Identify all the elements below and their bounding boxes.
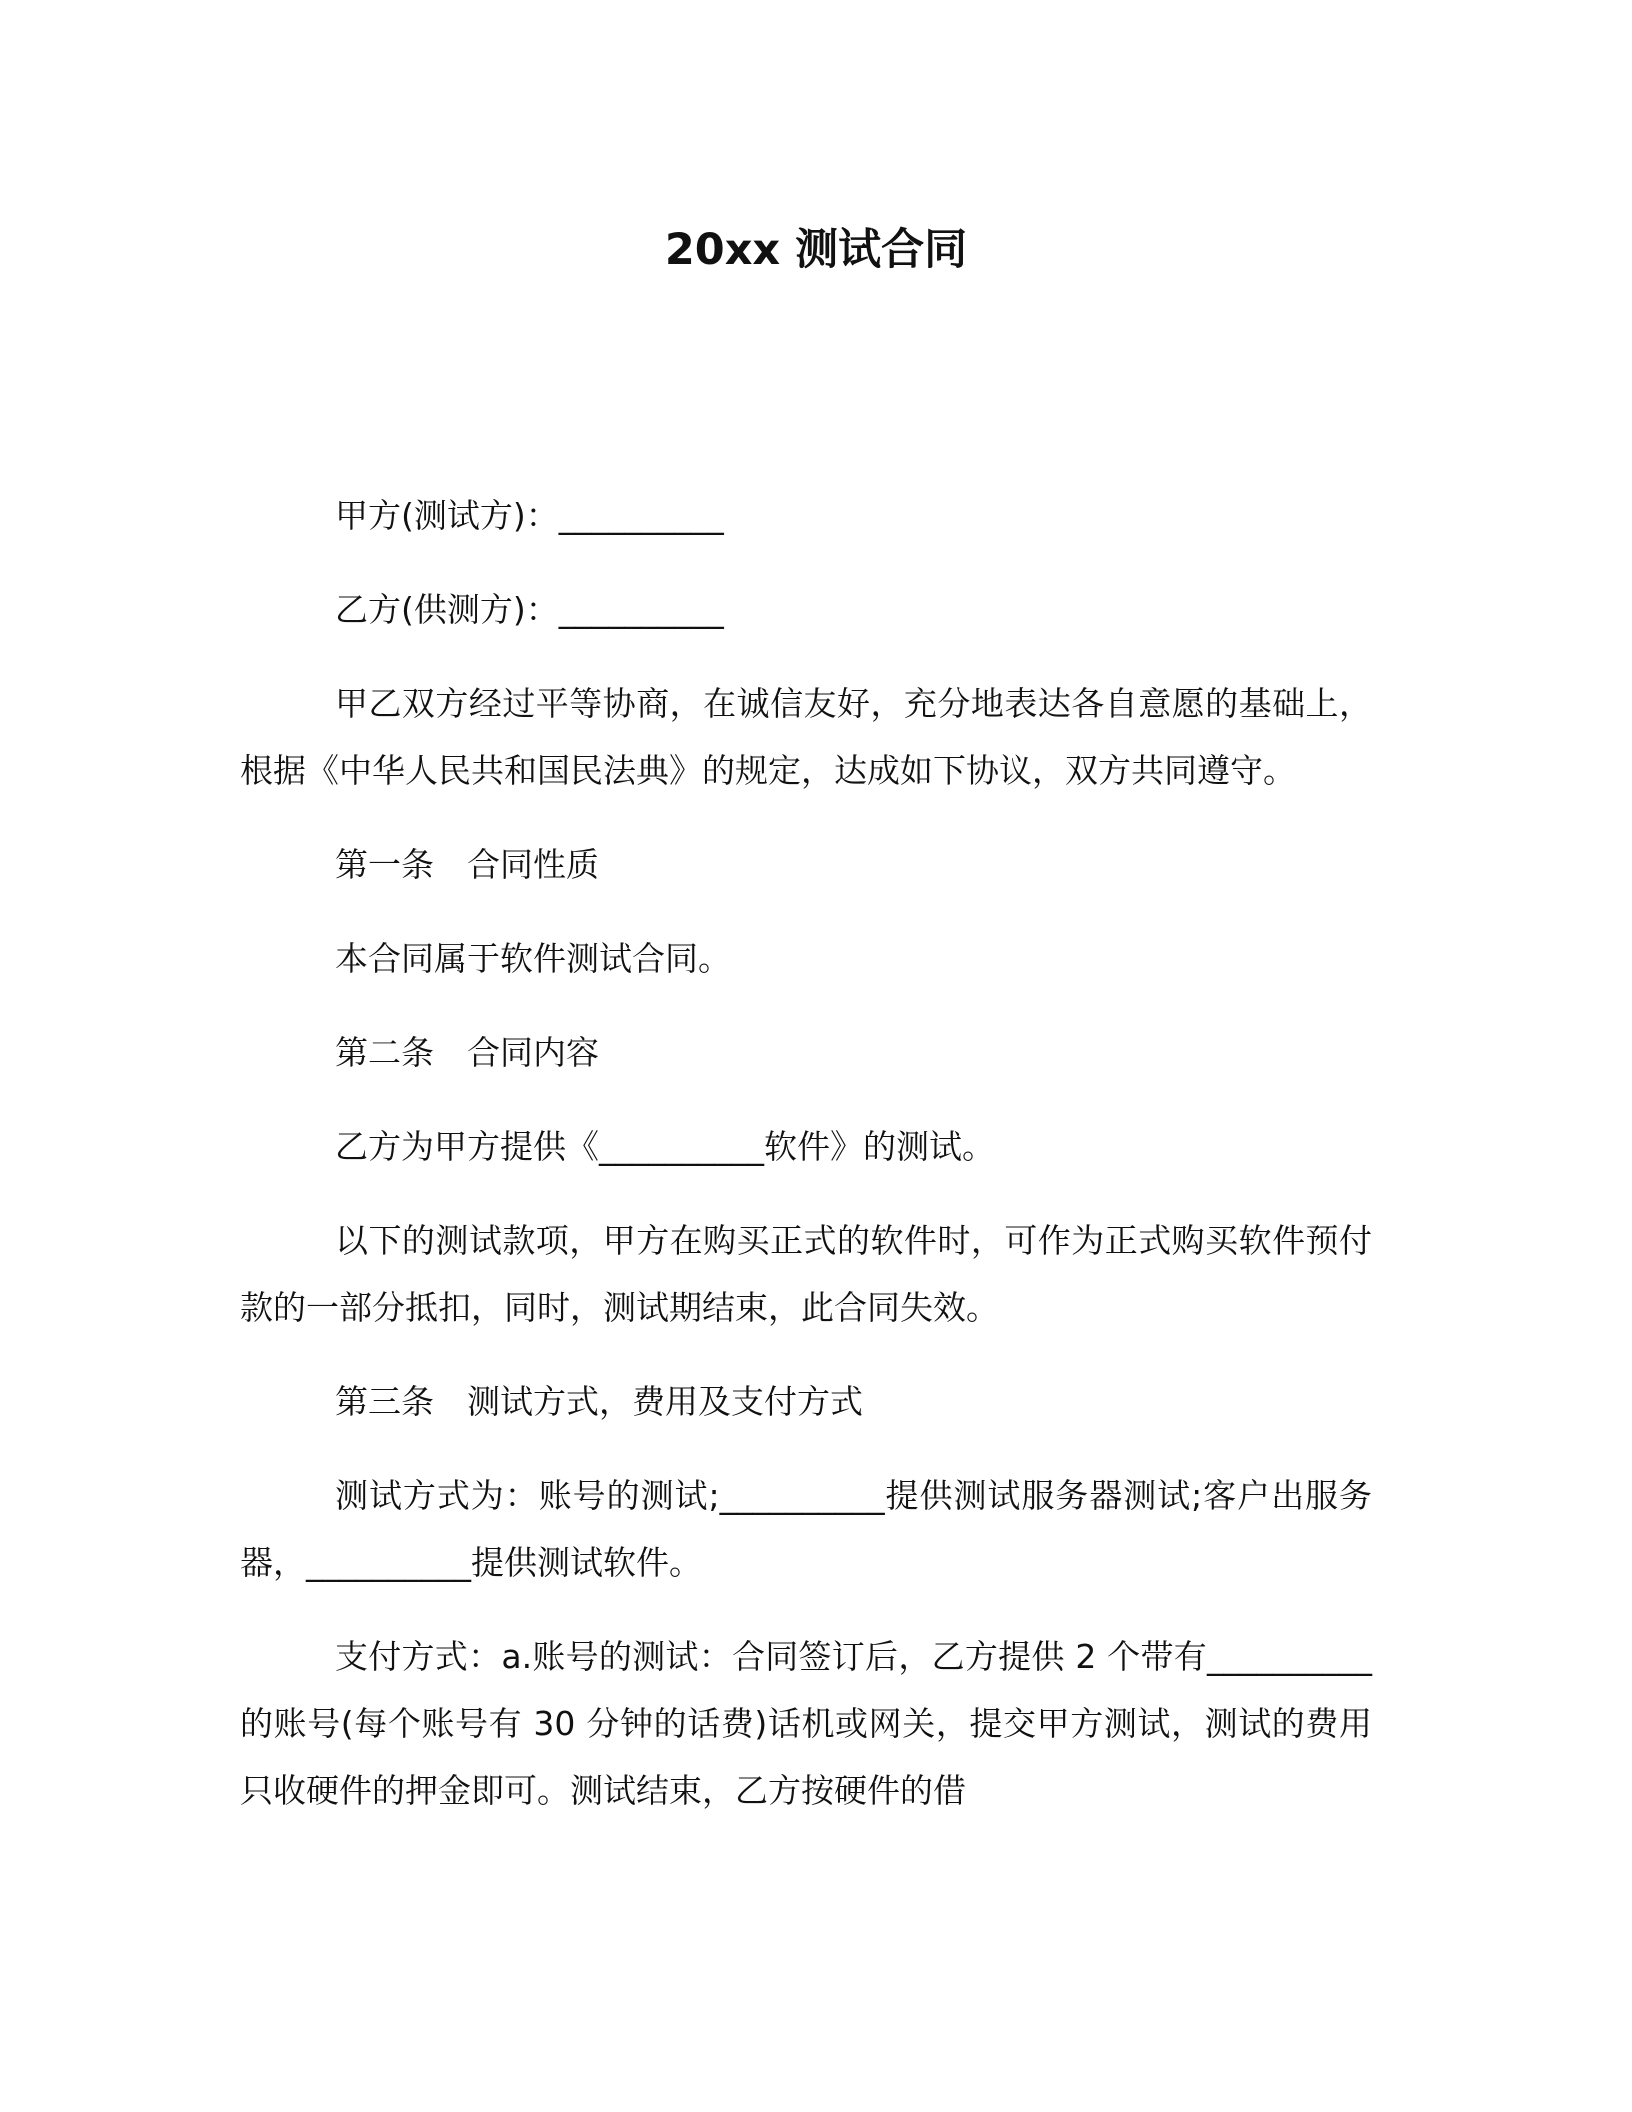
party-a-line: 甲方(测试方)：__________ bbox=[335, 496, 724, 535]
test-method-paragraph: 测试方式为：账号的测试;__________提供测试服务器测试;客户出服务器，__________提供测试软件。 bbox=[240, 1476, 1372, 1582]
article-1-text: 本合同属于软件测试合同。 bbox=[335, 939, 731, 978]
article-3-heading: 第三条 测试方式，费用及支付方式 bbox=[335, 1382, 863, 1421]
document-title: 20xx 测试合同 bbox=[664, 225, 968, 275]
article-2-heading: 第二条 合同内容 bbox=[335, 1033, 599, 1072]
payment-method-paragraph: 支付方式：a.账号的测试：合同签订后，乙方提供 2 个带有__________的账号(每个账号有 30 分钟的话费)话机或网关，提交甲方测试，测试的费用只收硬件的押金即可。测试结束，乙方按硬件的借 bbox=[240, 1637, 1372, 1810]
article-1-heading: 第一条 合同性质 bbox=[335, 845, 599, 884]
preamble-paragraph: 甲乙双方经过平等协商，在诚信友好，充分地表达各自意愿的基础上，根据《中华人民共和国民法典》的规定，达成如下协议，双方共同遵守。 bbox=[240, 684, 1372, 790]
article-2-text: 乙方为甲方提供《__________软件》的测试。 bbox=[335, 1127, 995, 1166]
party-b-line: 乙方(供测方)：__________ bbox=[335, 590, 724, 629]
document-body bbox=[240, 482, 1372, 1851]
article-2-note: 以下的测试款项，甲方在购买正式的软件时，可作为正式购买软件预付款的一部分抵扣，同时，测试期结束，此合同失效。 bbox=[240, 1221, 1372, 1327]
